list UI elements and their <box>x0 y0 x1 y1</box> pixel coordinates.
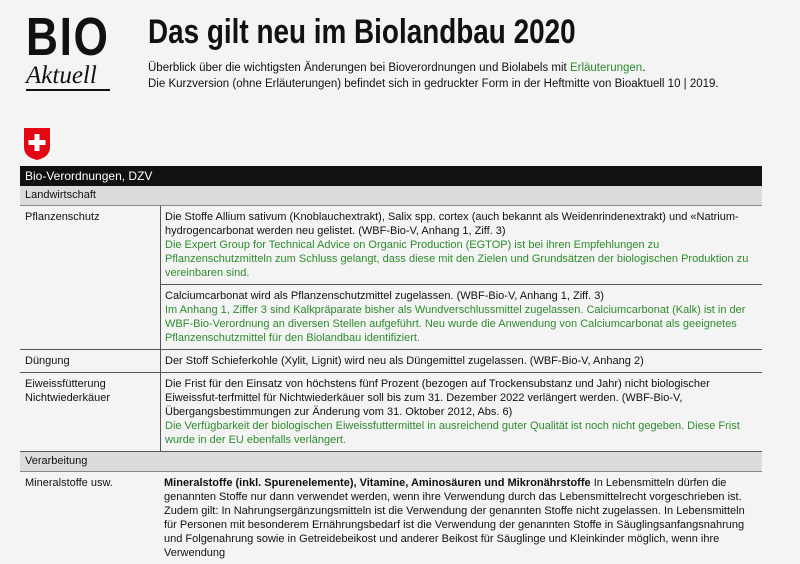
entry <box>160 373 762 451</box>
intro-line-1-pre: Überblick über die wichtigsten Änderungen bei Bioverordnungen und Biolabels mit <box>148 62 570 74</box>
table-row-mineralstoffe <box>20 472 762 564</box>
table-row-pflanzenschutz <box>20 206 762 350</box>
intro-text <box>148 60 788 92</box>
entry <box>160 472 762 564</box>
entry-note: Im Anhang 1, Ziffer 3 sind Kalkpräparate bisher als Wundverschlussmittel zugelassen. Calciumcarbonat (Kalk) ist in der WBF-Bio-Verordnung an diversen Stellen aufgeführt. Neu wurde die Anwendung von Calciumcarbonat als geeignetes Pflanzenschutzmittel für den Biolandbau identifiziert. <box>165 304 746 344</box>
entry-heading: Mineralstoffe (inkl. Spurenelemente), Vitamine, Aminosäuren und Mikronährstoffe <box>164 477 591 489</box>
intro-line-2: Die Kurzversion (ohne Erläuterungen) befindet sich in gedruckter Form in der Heftmitte von Bioaktuell 10 | 2019. <box>148 78 719 90</box>
changes-table <box>20 166 762 564</box>
logo-aktuell-text: Aktuell <box>26 64 110 91</box>
page-title: Das gilt neu im Biolandbau 2020 <box>148 13 576 51</box>
entry-text: Die Stoffe Allium sativum (Knoblauchextrakt), Salix spp. cortex (auch bekannt als Weidenrindenextrakt) und «Natrium-hydrogencarbonat werden neu gelistet. (WBF-Bio-V, Anhang 1, Ziff. 3) <box>165 211 739 237</box>
entry-text <box>164 476 758 560</box>
entry-note: Die Expert Group for Technical Advice on Organic Production (EGTOP) ist bei ihren Empfehlungen zu Pflanzenschutzmitteln zum Schluss gelangt, dass diese mit den Zielen und Grundsätzen der biologischen Produktion zu vereinbaren sind. <box>165 239 749 279</box>
entry-text: Calciumcarbonat wird als Pflanzenschutzmittel zugelassen. (WBF-Bio-V, Anhang 1, Ziff. 3) <box>165 290 604 302</box>
table-row-duengung <box>20 350 762 373</box>
subheader-landwirtschaft: Landwirtschaft <box>20 186 762 206</box>
intro-line-1-post: . <box>642 62 646 74</box>
entry-note: Die Verfügbarkeit der biologischen Eiweissfuttermittel in ausreichend guter Qualität ist noch nicht gegeben. Diese Frist wurde in der EU ebenfalls verlängert. <box>165 420 740 446</box>
swiss-flag-icon <box>22 127 52 161</box>
row-content <box>160 350 762 372</box>
row-label: Eiweissfütterung Nichtwiederkäuer <box>25 378 110 404</box>
entry <box>160 350 762 372</box>
entry-body: In Lebensmitteln dürfen die genannten Stoffe nur dann verwendet werden, wenn ihre Verwendung durch das Lebensmittelrecht vorgeschrieben ist. Zudem gilt: In Nahrungsergänzungsmitteln ist die Verwendung der genannten Stoffe nicht zugelassen. In Lebensmitteln für Personen mit besonderem Ernährungsbedarf ist die Verwendung der genannten Stoffe in Säuglingsanfangsnahrung und Folgenahrung sowie in Getreidebeikost und anderer Beikost für Säuglinge und Kleinkinder möglich, wenn ihre Verwendung <box>164 477 745 559</box>
bioaktuell-logo[interactable] <box>26 7 116 91</box>
explanations-link[interactable]: Erläuterungen <box>569 62 643 74</box>
section-header: Bio-Verordnungen, DZV <box>20 166 762 186</box>
entry-text: Der Stoff Schieferkohle (Xylit, Lignit) wird neu als Düngemittel zugelassen. (WBF-Bio-V, Anhang 2) <box>165 355 644 367</box>
intro-line-1 <box>148 60 788 76</box>
entry <box>160 284 762 349</box>
subheader-verarbeitung: Verarbeitung <box>20 452 762 472</box>
row-label: Mineralstoffe usw. <box>25 477 113 489</box>
table-row-eiweiss <box>20 373 762 452</box>
row-label: Düngung <box>25 355 70 367</box>
row-content <box>160 206 762 349</box>
row-content <box>160 472 762 564</box>
entry <box>160 206 762 284</box>
row-label: Pflanzenschutz <box>25 211 100 223</box>
logo-bio-text: BIO <box>26 7 110 67</box>
row-content <box>160 373 762 451</box>
entry-text: Die Frist für den Einsatz von höchstens fünf Prozent (bezogen auf Trockensubstanz und Jahr) nicht biologischer Eiweissfut-terfmittel für Nichtwiederkäuer soll bis zum 31. Dezember 2022 verlängert werden. (WBF-Bio-V, Übergangsbestimmungen zur Änderung vom 31. Oktober 2012, Abs. 6) <box>165 378 710 418</box>
